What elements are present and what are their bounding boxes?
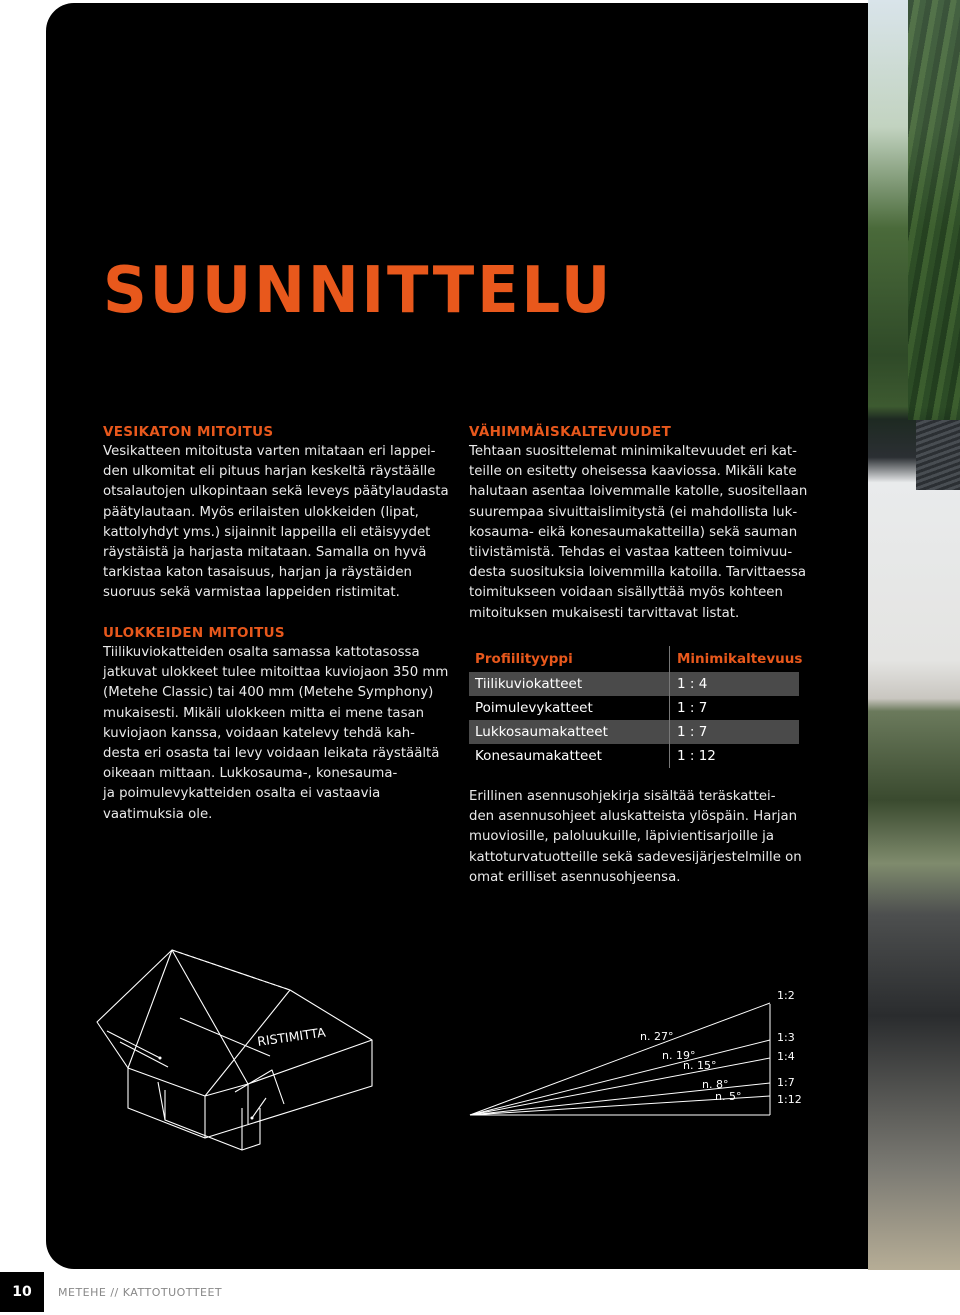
roof-image [916,420,960,490]
angle-label: n. 8° [702,1078,729,1091]
ratio-label: 1:12 [777,1093,802,1106]
house-photo [868,0,960,1270]
header-cell: Minimikaltevuus [669,646,799,672]
table-cell: 1 : 7 [669,720,799,744]
footer-separator: // [110,1286,119,1299]
table-header [469,646,803,672]
footer-section: KATTOTUOTTEET [122,1286,223,1299]
ristimitta-label: RISTIMITTA [256,1024,327,1049]
angle-label: n. 15° [683,1059,717,1072]
ratio-label: 1:4 [777,1050,795,1063]
table-row [469,696,799,720]
angle-label: n. 5° [715,1090,742,1103]
section-body: Tehtaan suosittelemat minimikaltevuudet eri kat- teille on esitetty oheisessa kaaviossa. Mikäli kate halutaan asentaa loivemmalle katolle, suositellaan suurempaa sivuittaislimitystä (ei mahdollista luk- kosauma- eikä konesaumakatteilla) sekä sauman tiivistämistä. Tehdas ei vastaa katteen toimivuu- desta suosituksia loivemmilla katoilla. Tarvittaessa toimitukseen voidaan sisällyttää myös kohteen mitoituksen mukaisesti tarvittavat listat. [469,444,808,621]
footer-brand: METEHE [58,1286,107,1299]
table-cell: Poimulevykatteet [475,700,593,716]
section-vahimmaiskaltevuudet [469,424,829,624]
ratio-label: 1:3 [777,1031,795,1044]
angle-label: n. 19° [662,1049,696,1062]
table-row [469,720,799,744]
table-cell: Konesaumakatteet [475,748,602,764]
table-row [469,744,799,768]
page-title: SUUNNITTELU [103,254,614,328]
section-body: Tiilikuviokatteiden osalta samassa kattotasossa jatkuvat ulokkeet tulee mitoittaa kuviojaon 350 mm (Metehe Classic) tai 400 mm (Metehe Symphony) mukaisesti. Mikäli ulokkeen mitta ei mene tasan kuviojaon kanssa, voidaan katelevy tehdä kah- desta eri osasta tai levy voidaan leikata räystäältä oikeaan mittaan. Lukkosauma-, konesauma- ja poimulevykatteiden osalta ei vastaavia vaatimuksia ole. [103,645,449,822]
table-cell: Lukkosaumakatteet [475,724,608,740]
ratio-label: 1:7 [777,1076,795,1089]
angle-label: n. 27° [640,1030,674,1043]
section-vesikaton-mitoitus [103,424,453,604]
section-heading: VESIKATON MITOITUS [103,424,274,440]
section-heading: ULOKKEIDEN MITOITUS [103,625,285,641]
section-body: Erillinen asennusohjekirja sisältää teräskattei- den asennusohjeet aluskatteista ylöspäin. Harjan muoviosille, paloluukuille, läpivientisarjoille ja kattoturvatuotteille sekä sadevesijärjestelmille on omat erilliset asennusohjeensa. [469,789,802,885]
footer-text [58,1286,222,1299]
table-cell: 1 : 4 [669,672,799,696]
header-cell: Profiilityyppi [475,651,573,667]
tree-image [908,0,960,420]
page-number: 10 [0,1272,44,1312]
slope-table [469,646,803,768]
section-body: Vesikatteen mitoitusta varten mitataan eri lappei- den ulkomitat eli pituus harjan keskeltä räystäälle otsalautojen ulkopintaan sekä leveys päätylaudasta päätylautaan. Myös erilaisten ulokkeiden (lipat, kattolyhdyt yms.) sijainnit lappeilla eli etäisyydet räystäistä ja harjasta mitataan. Samalla on hyvä tarkistaa katon tasaisuus, harjan ja räystäiden suoruus sekä varmistaa lappeiden ristimitat. [103,444,449,601]
ratio-label: 1:2 [777,989,795,1002]
section-ulokkeiden-mitoitus [103,625,453,825]
table-row [469,672,799,696]
table-cell: 1 : 7 [669,696,799,720]
section-heading: VÄHIMMÄISKALTEVUUDET [469,424,672,440]
table-cell: 1 : 12 [669,744,799,768]
section-asennusohjeet [469,787,829,888]
table-cell: Tiilikuviokatteet [475,676,583,692]
